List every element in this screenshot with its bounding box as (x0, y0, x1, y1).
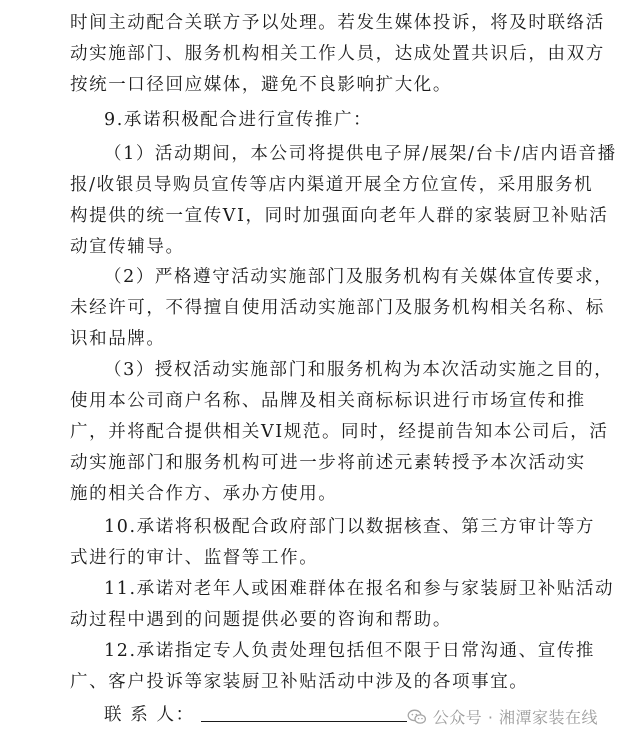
text-line: 动宣传辅导。 (70, 237, 185, 257)
text-line: 未经许可，不得擅自使用活动实施部门及服务机构相关名称、标 (70, 298, 605, 318)
wechat-icon (407, 709, 427, 725)
text-line: 动实施部门和服务机构可进一步将前述元素转授予本次活动实 (70, 453, 586, 473)
text-line: 动过程中遇到的问题提供必要的咨询和帮助。 (70, 610, 452, 630)
text-line: 12.承诺指定专人负责处理包括但不限于日常沟通、宣传推 (104, 641, 596, 661)
text-line: 广，并将配合提供相关VI规范。同时，经提前告知本公司后，活 (70, 422, 609, 442)
text-line: 动实施部门、服务机构相关工作人员，达成处置共识后，由双方 (70, 44, 605, 64)
text-line: 时间主动配合关联方予以处理。若发生媒体投诉，将及时联络活 (70, 13, 605, 33)
paragraph-item-9-1 (70, 139, 617, 263)
paragraph-item-12 (70, 636, 596, 698)
text-line: 报/收银员导购员宣传等店内渠道开展全方位宣传，采用服务机 (70, 175, 594, 195)
paragraph-item-9-2 (70, 262, 614, 355)
text-line: 11.承诺对老年人或困难群体在报名和参与家装厨卫补贴活动 (104, 579, 615, 599)
text-line: 使用本公司商户名称、品牌及相关商标标识进行市场宣传和推 (70, 391, 586, 411)
text-line: 10.承诺将积极配合政府部门以数据核查、第三方审计等方 (104, 517, 596, 537)
text-line: 按统一口径回应媒体，避免不良影响扩大化。 (70, 75, 452, 95)
text-line: （2）严格遵守活动实施部门及服务机构有关媒体宣传要求， (104, 267, 614, 287)
paragraph-continuation (70, 8, 605, 101)
contact-signature-line (201, 721, 407, 722)
text-line: （1）活动期间，本公司将提供电子屏/展架/台卡/店内语音播 (104, 144, 617, 164)
paragraph-item-9 (104, 105, 620, 136)
text-line: 施的相关合作方、承办方使用。 (70, 484, 338, 504)
text-line: 广、客户投诉等家装厨卫补贴活动中涉及的各项事宜。 (70, 672, 529, 692)
contact-label: 联 系 人： (104, 704, 195, 725)
text-line: （3）授权活动实施部门和服务机构为本次活动实施之目的， (104, 360, 614, 380)
text-line: 9.承诺积极配合进行宣传推广： (104, 110, 373, 130)
text-line: 构提供的统一宣传VI，同时加强面向老年人群的家装厨卫补贴活 (70, 206, 609, 226)
paragraph-item-9-3 (70, 355, 614, 510)
watermark (407, 705, 598, 728)
text-line: 识和品牌。 (70, 329, 166, 349)
text-line: 式进行的审计、监督等工作。 (70, 548, 319, 568)
paragraph-item-10 (70, 512, 596, 574)
contact-row (104, 697, 407, 729)
watermark-text: 公众号 · 湘潭家装在线 (432, 708, 598, 727)
paragraph-item-11 (70, 574, 615, 636)
